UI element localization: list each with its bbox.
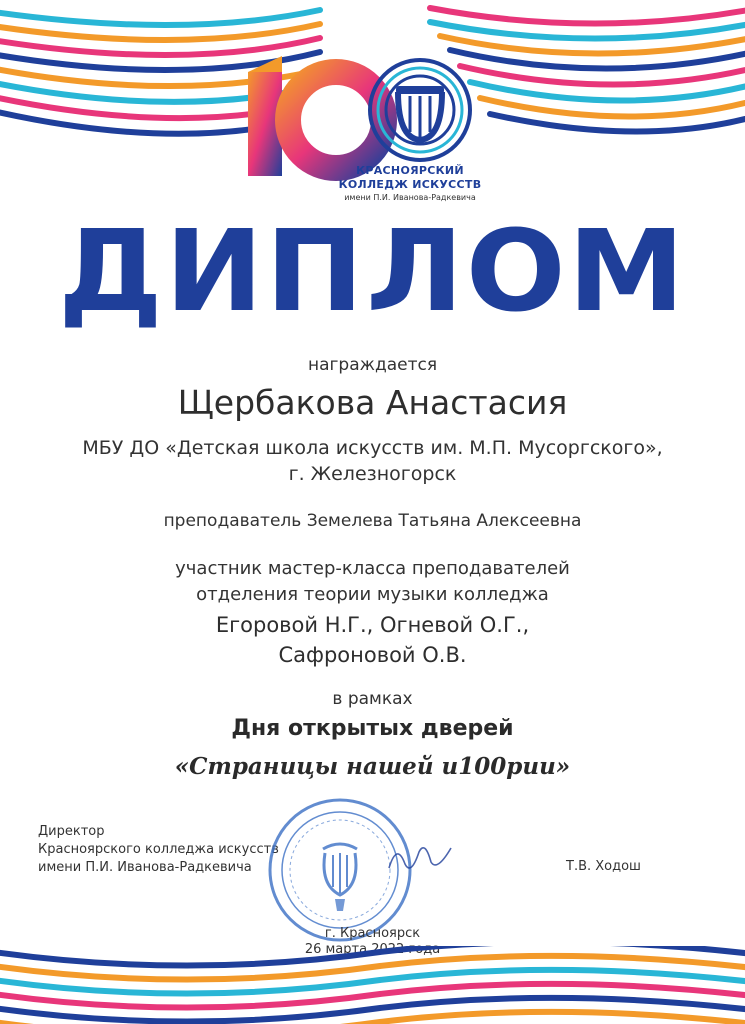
- school-line-1: МБУ ДО «Детская школа искусств им. М.П. Мусоргского»,: [82, 437, 663, 459]
- instructors-line-1: Егоровой Н.Г., Огневой О.Г.,: [215, 613, 530, 637]
- school-line-2: г. Железногорск: [288, 463, 457, 485]
- wave-stripes-bottom: [0, 946, 745, 1024]
- diploma-title: ДИПЛОМ: [58, 207, 687, 337]
- recipient-name: Щербакова Анастасия: [177, 383, 568, 422]
- participant-line-2: отделения теории музыки колледжа: [196, 584, 549, 605]
- within-label: в рамках: [332, 689, 413, 709]
- teacher-line: преподаватель Земелева Татьяна Алексеевна: [163, 511, 582, 531]
- event-name: «Страницы нашей и100рии»: [174, 753, 571, 780]
- signatory-role: Директор: [38, 824, 105, 839]
- logo-text-line1: КРАСНОЯРСКИЙ: [356, 164, 464, 177]
- handwritten-signature: [385, 838, 455, 876]
- signatory-block: [38, 823, 279, 877]
- signatory-name: Т.В. Ходош: [566, 859, 641, 874]
- place: г. Красноярск: [324, 926, 421, 941]
- signatory-org-name: имени П.И. Иванова-Радкевича: [38, 860, 252, 875]
- logo-text-line2: КОЛЛЕДЖ ИСКУССТВ: [338, 178, 482, 191]
- decorative-band-bottom: [0, 946, 745, 1024]
- issue-date: 26 марта 2022 года: [304, 942, 441, 957]
- event-title: Дня открытых дверей: [231, 716, 514, 741]
- logo-text-line3: имени П.И. Иванова-Радкевича: [344, 193, 476, 202]
- signatory-org: Красноярского колледжа искусств: [38, 842, 279, 857]
- instructors-line-2: Сафроновой О.В.: [278, 643, 467, 667]
- participant-line-1: участник мастер-класса преподавателей: [175, 558, 570, 579]
- awarded-label: награждается: [307, 355, 438, 375]
